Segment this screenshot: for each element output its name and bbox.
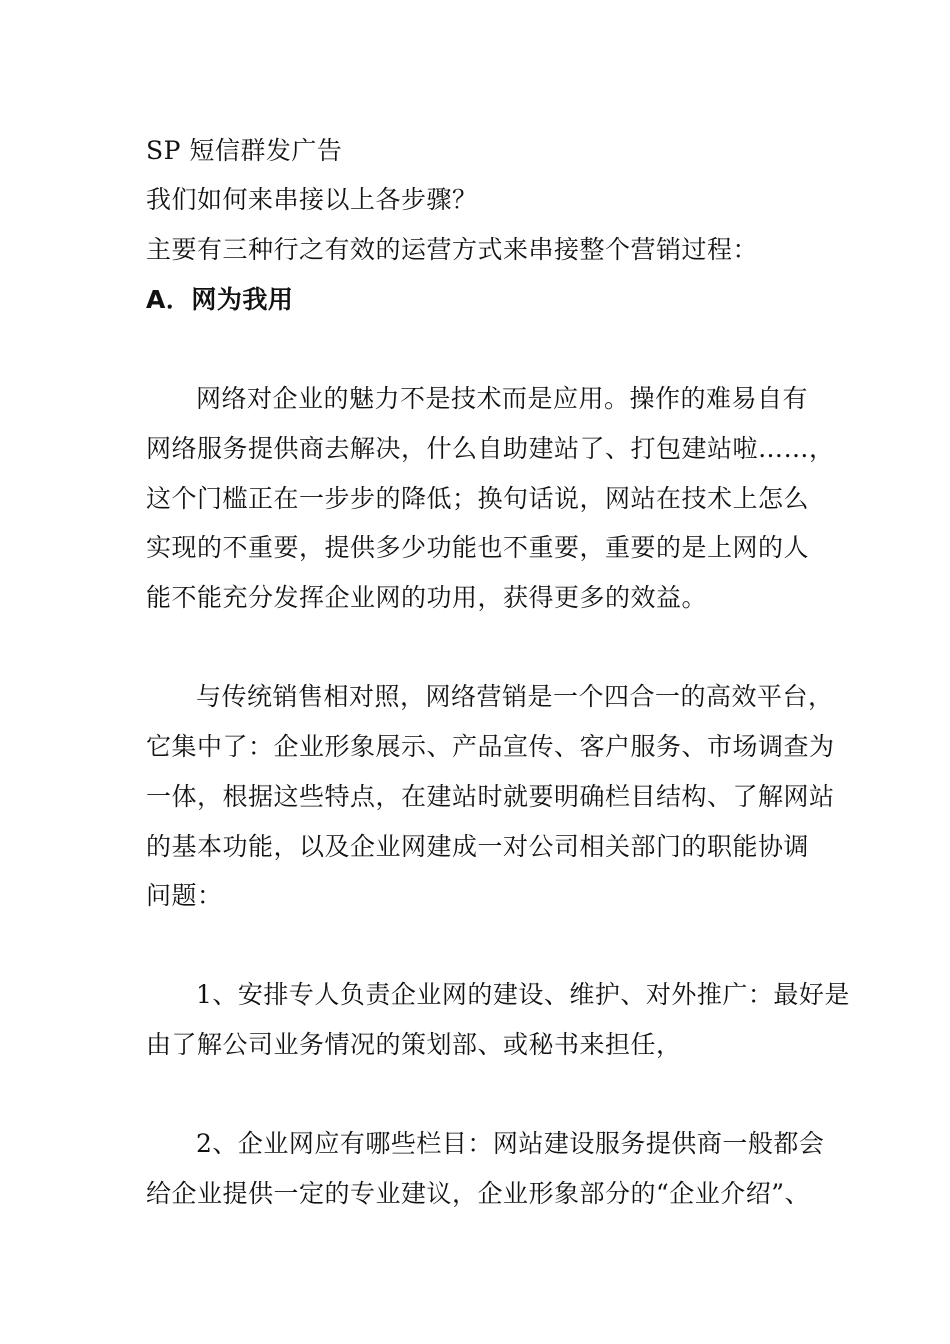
doc-line-intro: 主要有三种行之有效的运营方式来串接整个营销过程： (146, 235, 759, 264)
paragraph2-line-5: 问题： (146, 881, 223, 910)
paragraph2-line-4: 的基本功能，以及企业网建成一对公司相关部门的职能协调 (146, 832, 810, 861)
item2-line-1: 2、企业网应有哪些栏目：网站建设服务提供商一般都会 (196, 1129, 825, 1158)
item2-line-2: 给企业提供一定的专业建议，企业形象部分的“企业介绍”、 (146, 1179, 811, 1208)
paragraph1-line-1: 网络对企业的魅力不是技术而是应用。操作的难易自有 (196, 384, 809, 413)
item1-line-2: 由了解公司业务情况的策划部、或秘书来担任， (146, 1030, 682, 1059)
paragraph1-line-3: 这个门槛正在一步步的降低；换句话说，网站在技术上怎么 (146, 484, 810, 513)
section-heading: A．网为我用 (146, 285, 294, 314)
doc-line-sp-ads: SP 短信群发广告 (146, 136, 343, 165)
paragraph1-line-4: 实现的不重要，提供多少功能也不重要，重要的是上网的人 (146, 533, 810, 562)
paragraph2-line-2: 它集中了：企业形象展示、产品宣传、客户服务、市场调查为 (146, 732, 835, 761)
paragraph2-line-3: 一体，根据这些特点，在建站时就要明确栏目结构、了解网站 (146, 782, 835, 811)
paragraph1-line-2: 网络服务提供商去解决，什么自助建站了、打包建站啦……， (146, 434, 835, 463)
paragraph2-line-1: 与传统销售相对照，网络营销是一个四合一的高效平台， (196, 682, 834, 711)
item1-line-1: 1、安排专人负责企业网的建设、维护、对外推广：最好是 (196, 980, 850, 1009)
doc-line-question: 我们如何来串接以上各步骤？ (146, 185, 478, 214)
paragraph1-line-5: 能不能充分发挥企业网的功用，获得更多的效益。 (146, 583, 708, 612)
